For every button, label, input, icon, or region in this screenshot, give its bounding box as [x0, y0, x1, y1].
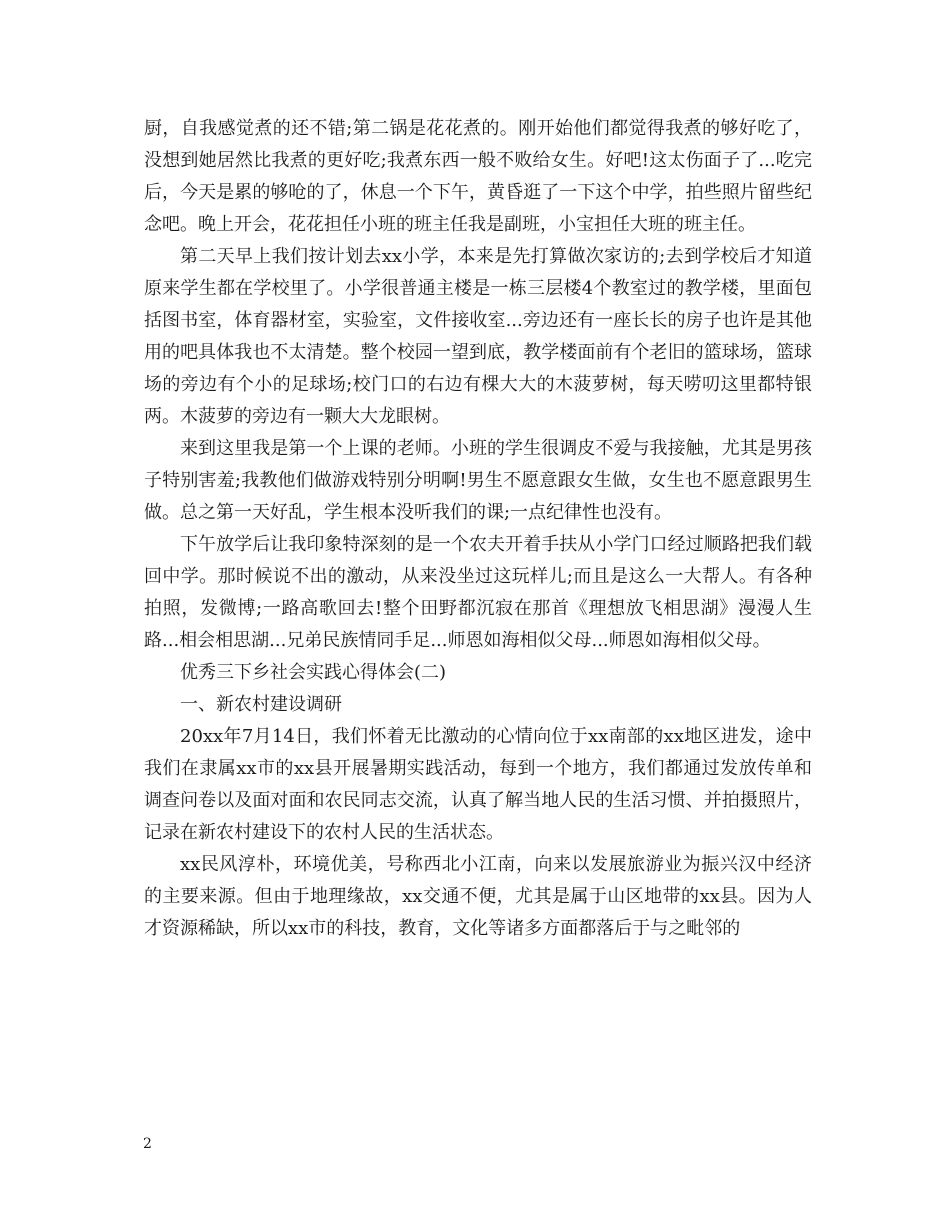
- paragraph-july-trip: 20xx年7月14日，我们怀着无比激动的心情向位于xx南部的xx地区进发，途中我们在隶属xx市的xx县开展暑期实践活动，每到一个地方，我们都通过发放传单和调查问卷以及面对面和农民同志交流，认真了解当地人民的生活习惯、并拍摄照片，记录在新农村建设下的农村人民的生活状态。: [144, 726, 812, 843]
- section-heading: 一、新农村建设调研: [180, 694, 342, 715]
- page-number: 2: [143, 1136, 152, 1152]
- paragraph-ride-back: 下午放学后让我印象特深刻的是一个农夫开着手扶从小学门口经过顺路把我们载回中学。那时候说不出的激动，从来没坐过这玩样儿;而且是这么一大帮人。有各种拍照，发微博;一路高歌回去!整个田野都沉寂在那首《理想放飞相思湖》漫漫人生路...相会相思湖...兄弟民族情同手足...师恩如海相似父母...师恩如海相似父母。: [144, 534, 812, 651]
- paragraph-region-description: xx民风淳朴，环境优美，号称西北小江南，向来以发展旅游业为振兴汉中经济的主要来源。但由于地理缘故，xx交通不便，尤其是属于山区地带的xx县。因为人才资源稀缺，所以xx市的科技，教育，文化等诸多方面都落后于与之毗邻的: [144, 854, 812, 939]
- paragraph-first-class: 来到这里我是第一个上课的老师。小班的学生很调皮不爱与我接触，尤其是男孩子特别害羞;我教他们做游戏特别分明啊!男生不愿意跟女生做，女生也不愿意跟男生做。总之第一天好乱，学生根本没听我们的课;一点纪律性也没有。: [144, 438, 812, 523]
- paragraph-continued: 厨，自我感觉煮的还不错;第二锅是花花煮的。刚开始他们都觉得我煮的够好吃了，没想到她居然比我煮的更好吃;我煮东西一般不败给女生。好吧!这太伤面子了...吃完后，今天是累的够呛的了，休息一个下午，黄昏逛了一下这个中学，拍些照片留些纪念吧。晚上开会，花花担任小班的班主任我是副班，小宝担任大班的班主任。: [144, 118, 812, 235]
- document-body: [144, 113, 812, 945]
- paragraph-school-visit: 第二天早上我们按计划去xx小学，本来是先打算做次家访的;去到学校后才知道原来学生都在学校里了。小学很普通主楼是一栋三层楼4个教室过的教学楼，里面包括图书室，体育器材室，实验室，文件接收室...旁边还有一座长长的房子也许是其他用的吧具体我也不太清楚。整个校园一望到底，教学楼面前有个老旧的篮球场，篮球场的旁边有个小的足球场;校门口的右边有棵大大的木菠萝树，每天唠叨这里都特银两。木菠萝的旁边有一颗大大龙眼树。: [144, 246, 812, 427]
- section-title: 优秀三下乡社会实践心得体会(二): [180, 662, 447, 683]
